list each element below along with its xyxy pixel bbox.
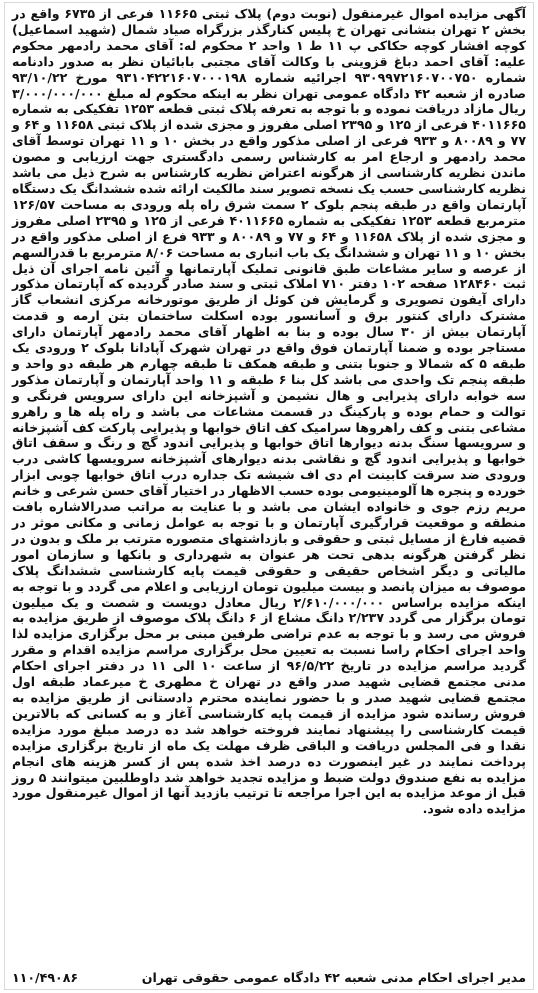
notice-footer <box>12 968 526 986</box>
auction-notice-body: آگهی مزایده اموال غیرمنقول (نوبت دوم) پلاک ثبتی ۱۱۶۶۵ فرعی از ۶۷۳۵ واقع در بخش ۲ تهران بنشانی تهران خ پلیس کنارگذر بزرگراه صیاد شمال (شهید اسماعیل) کوچه افشار کوچه حکاکی پ ۱۱ ط ۱ واحد ۲ محکوم له: آقای محمد رادمهر محکوم علیه: آقای احمد دباغ قزوینی با وکالت آقای مجتبی بابائیان نظر به صدور دادنامه شماره ۹۳۰۹۹۷۲۱۶۰۷۰۰۷۵۰ اجرائیه شماره ۹۳۱۰۴۲۲۱۶۰۷۰۰۰۱۹۸ مورخ ۹۳/۱۰/۲۲ صادره از شعبه ۴۲ دادگاه عمومی تهران نظر به اینکه محکوم له مبلغ ۳/۰۰۰/۰۰۰/۰۰۰ ریال مازاد دریافت نموده و با توجه به تعرفه پلاک ثبتی قطعه ۱۲۵۳ تفکیکی به شماره ۴۰۱۱۶۶۵ فرعی از ۱۲۵ و ۲۳۹۵ اصلی مفروز و مجزی شده از پلاک ثبتی ۱۱۶۵۸ و ۶۴ و ۷۷ و ۸۰۰۸۹ و ۹۳۳ فرعی از اصلی مذکور واقع در بخش ۱۰ و ۱۱ تهران توسط آقای محمد رادمهر و ارجاع امر به کارشناس رسمی دادگستری جهت ارزیابی و مصون ماندن نظریه کارشناسی از هرگونه اعتراض نظریه کارشناس به شرح ذیل می باشد نظریه کارشناسی حسب یک نسخه تصویر سند مالکیت ارائه شده ششدانگ یک دستگاه آپارتمان واقع در طبقه پنجم بلوک ۲ سمت شرق راه پله ورودی به مساحت ۱۲۶/۵۷ مترمربع قطعه ۱۲۵۳ تفکیکی به شماره ۴۰۱۱۶۶۵ فرعی از ۱۲۵ و ۲۳۹۵ اصلی مفروز و مجزی شده از پلاک ۱۱۶۵۸ و ۶۴ و ۷۷ و ۸۰۰۸۹ و ۹۳۳ فرع از اصلی مذکور واقع در بخش ۱۰ و ۱۱ تهران و ششدانگ یک باب انباری به مساحت ۸/۰۶ مترمربع با قدرالسهم از عرصه و سایر مشاعات طبق قانونی تملیک آپارتمانها و آئین نامه اجرای آن ذیل ثبت ۱۲۸۴۶۰ صفحه ۱۰۲ دفتر ۷۱۰ املاک ثبتی و سند صادر گردیده که آپارتمان مذکور دارای آیفون تصویری و گرمایش فن کوئل از طریق موتورخانه مرکزی انشعاب گاز مشترک دارای کنتور برق و آسانسور بوده اسکلت ساختمان بتن ارمه و قدمت آپارتمان بیش از ۳۰ سال بوده و بنا به اظهار آقای محمد رادمهر آپارتمان دارای مستاجر بوده و ضمنا آپارتمان فوق واقع در تهران شهرک آپادانا بلوک ۲ ورودی یک طبقه ۵ که شمالا و جنوبا بتنی و طبقه همکف تا طبقه چهارم هر طبقه دو واحد و طبقه پنجم تک واحدی می باشد کل بنا ۶ طبقه و ۱۱ واحد آپارتمان و آپارتمان مذکور سه خوابه دارای پذیرایی و هال نشیمن و آشپزخانه این دارای سرویس فرنگی و توالت و حمام بوده و پارکینگ در قسمت مشاعات می باشد و راه پله ها و راهرو مشاعی بتنی و کف راهروها سرامیک کف اتاق خوابها و پذیرایی پارکت کف آشپزخانه و سرویسها سنگ بدنه دیوارها اتاق خوابها و پذیرایی اندود گچ و رنگ و سقف اتاق خوابها و پذیرایی اندود گچ و نقاشی بدنه دیوارهای آشپزخانه سرویسها کاشی درب ورودی ضد سرقت کابینت ام دی اف شیشه تک جداره درب اتاق خوابها چوبی ابزار خورده و پنجره ها آلومینیومی بوده حسب الاظهار در اختیار آقای حسن شرعی و خانم مریم رزم جوی و خانواده ایشان می باشد و با عنایت به مراتب صدرالاشاره بافت منطقه و موقعیت قرارگیری آپارتمان و با توجه به عوامل زمانی و مکانی موثر در قضیه فارغ از مسایل ثبتی و حقوقی و بازداشتهای متصوره مترتب بر ملک و بدون در نظر گرفتن هرگونه بدهی تحت هر عنوان به شهرداری و بانکها و سازمان امور مالیاتی و دیگر اشخاص حقیقی و حقوقی قیمت پایه کارشناسی ششدانگ پلاک موصوف به میزان پانصد و بیست میلیون تومان ارزیابی و اعلام می گردد و با توجه به اینکه مزایده براساس ۲/۶۱۰/۰۰۰/۰۰۰ ریال معادل دویست و شصت و یک میلیون تومان برگزار می گردد ۲/۲۳۷ دانگ مشاع از ۶ دانگ پلاک موصوف از طریق مزایده به فروش می رسد و با توجه به عدم تراضی طرفین مبنی بر محل برگزاری مزایده لذا واحد اجرای احکام راسا نسبت به تعیین محل برگزاری مراسم مزایده اقدام و مقرر گردید مراسم مزایده در تاریخ ۹۶/۵/۲۲ از ساعت ۱۰ الی ۱۱ در دفتر اجرای احکام مدنی مجتمع قضایی شهید صدر واقع در تهران خ مطهری خ میرعماد طبقه اول مجتمع قضایی شهید صدر و با حضور نماینده محترم دادستانی از طریق مزایده به فروش رسانده شود مزایده از قیمت پایه کارشناسی آغاز و به کسانی که بالاترین قیمت کارشناسی را پیشنهاد نمایند فروخته خواهد شد ده درصد مبلغ مورد مزایده نقدا و فی المجلس دریافت و الباقی ظرف مهلت یک ماه از تاریخ برگزاری مزایده پرداخت نمایند در غیر اینصورت ده درصد اخذ شده پس از کسر هزینه های انجام مزایده به نفع صندوق دولت ضبط و مزایده تجدید خواهد شد داوطلبین میتوانند ۵ روز قبل از موعد مزایده به این اجرا مراجعه تا ترتیب بازدید آنها از اموال غیرمنقول مورد مزایده داده شود. <box>12 6 527 817</box>
issuer-signature: مدیر اجرای احکام مدنی شعبه ۴۲ دادگاه عمومی حقوقی تهران <box>141 969 526 985</box>
notice-code: ۱۱۰/۴۹۰۸۶ <box>12 969 79 985</box>
